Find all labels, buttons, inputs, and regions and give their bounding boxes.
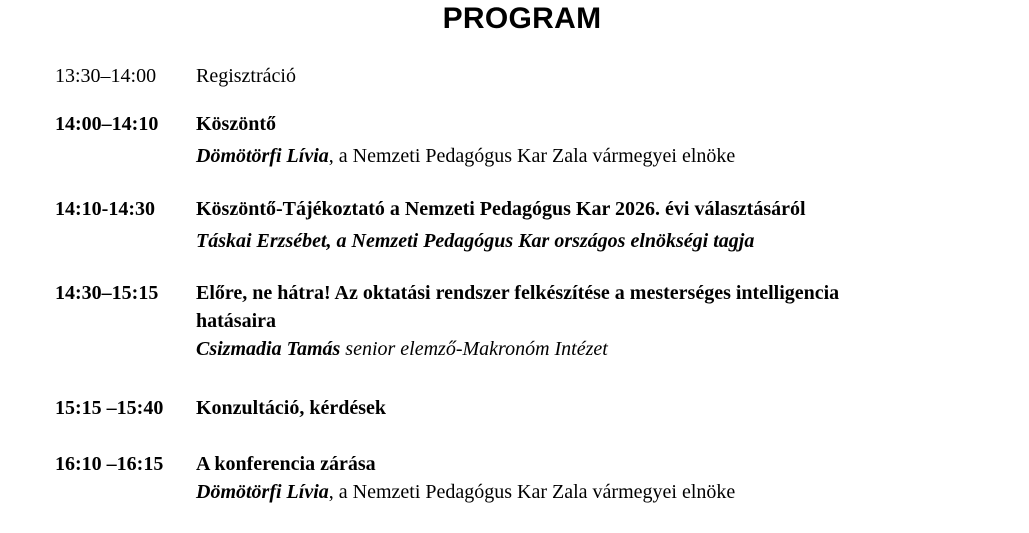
- program-title: Konzultáció, kérdések: [196, 397, 386, 419]
- program-title: Köszöntő-Tájékoztató a Nemzeti Pedagógus Kar 2026. évi választásáról: [196, 198, 806, 220]
- speaker-name: Dömötörfi Lívia: [196, 481, 329, 503]
- program-time: 14:10-14:30: [55, 198, 155, 220]
- speaker-line: Táskai Erzsébet, a Nemzeti Pedagógus Kar országos elnökségi tagja: [196, 230, 755, 252]
- speaker-line: [196, 335, 896, 363]
- page-title: PROGRAM: [442, 2, 602, 35]
- speaker-name: Csizmadia Tamás: [196, 338, 341, 360]
- program-time: 16:10 –16:15: [55, 453, 164, 475]
- program-title: A konferencia zárása: [196, 453, 376, 475]
- program-time: 14:00–14:10: [55, 113, 159, 135]
- program-time: 14:30–15:15: [55, 282, 159, 304]
- speaker-role: , a Nemzeti Pedagógus Kar Zala vármegyei elnöke: [328, 145, 736, 167]
- speaker-role: , a Nemzeti Pedagógus Kar Zala vármegyei elnöke: [328, 481, 736, 503]
- program-time: 13:30–14:00: [55, 65, 157, 87]
- speaker-role: senior elemző-Makronóm Intézet: [340, 338, 608, 360]
- program-title: Köszöntő: [196, 113, 276, 135]
- speaker-line: [196, 478, 896, 506]
- program-time: 15:15 –15:40: [55, 397, 164, 419]
- speaker-name: Dömötörfi Lívia: [196, 145, 329, 167]
- speaker-line: [196, 142, 896, 170]
- program-title: Előre, ne hátra! Az oktatási rendszer felkészítése a mesterséges intelligencia hatásaira: [196, 282, 840, 332]
- program-title: Regisztráció: [196, 65, 296, 87]
